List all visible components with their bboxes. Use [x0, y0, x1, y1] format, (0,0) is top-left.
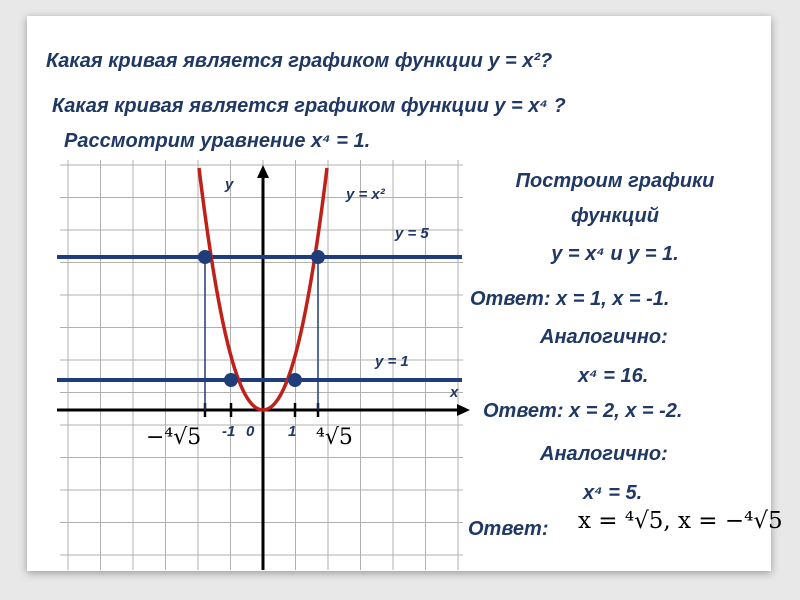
answer-3-label: Ответ: — [468, 518, 549, 540]
root-neg-label: −⁴√5 — [146, 425, 202, 450]
tick-label-zero: 0 — [246, 423, 255, 440]
question-2: Какая кривая является графиком функции y = x⁴ ? — [52, 95, 566, 117]
tick-label-pos1: 1 — [288, 423, 297, 440]
similarly-1: Аналогично: — [540, 326, 668, 348]
question-1: Какая кривая является графиком функции y = x²? — [46, 50, 553, 72]
root-pos-label: ⁴√5 — [316, 425, 353, 450]
answer-3-formula: x = ⁴√5, x = −⁴√5 — [578, 508, 783, 534]
x-axis-label: x — [450, 384, 459, 401]
similarly-2: Аналогично: — [540, 443, 668, 465]
intersection-point — [198, 250, 212, 264]
tick-label-neg1: -1 — [222, 423, 236, 440]
intersection-point — [288, 373, 302, 387]
equation-3: x⁴ = 5. — [583, 482, 643, 504]
y-axis-label: y — [225, 176, 234, 193]
intersection-point — [224, 373, 238, 387]
line-y5-label: y = 5 — [395, 225, 429, 242]
line-y1-label: y = 1 — [375, 353, 409, 370]
intersection-point — [311, 250, 325, 264]
answer-2: Ответ: x = 2, x = -2. — [483, 400, 683, 422]
consider-equation: Рассмотрим уравнение x⁴ = 1. — [64, 130, 371, 152]
build-line-3: y = x⁴ и y = 1. — [551, 243, 679, 265]
build-line-2: функций — [571, 205, 659, 227]
answer-1: Ответ: x = 1, x = -1. — [470, 288, 670, 310]
x-axis-arrow — [457, 404, 470, 416]
equation-2: x⁴ = 16. — [578, 365, 649, 387]
y-axis-arrow — [257, 165, 269, 178]
build-line-1: Построим графики — [515, 170, 715, 192]
curve-label: y = x² — [346, 186, 385, 203]
